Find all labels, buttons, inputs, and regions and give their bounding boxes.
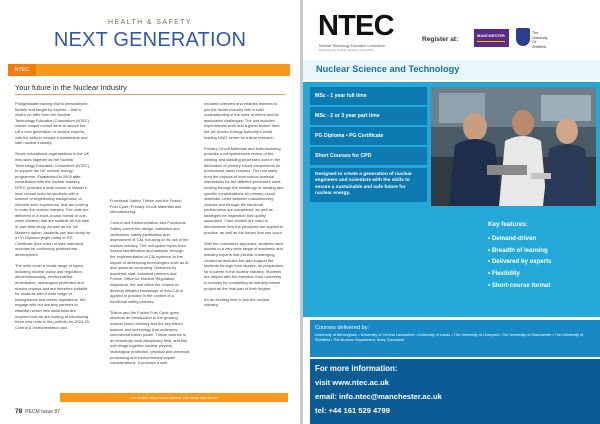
sheffield-line: Of: [532, 40, 536, 45]
key-feature: • Delivered by experts: [488, 258, 552, 266]
lab-photo-illustration: [431, 87, 596, 206]
paragraph: Primary Circuit Materials and Manufacturing provides a comprehensive review of the welding and cladding processes used in the fabrication of primary circuit components for pressurised water reactors. The unit starts from the physics of heat source-material interactions for the different processes used, moving through the metallurgy of welding and specific considerations for primary circuit materials. Links between manufacturing choices and through-life structural performance are considered, as well as strategies for inspection and quality assurance. Case studies are used to demonstrate how the principles are applied in practice, as well as the issues that can occur.: [204, 145, 284, 235]
headline: NEXT GENERATION: [53, 29, 247, 51]
lab-photo: [431, 87, 596, 206]
paragraph: Tritium and the Fusion Fuel Cycle gives students an introduction to the growing nuclear fusion industry and the key tritium science and technology that underpins commercial fusion power. Tritium science is an inherently multi-disciplinary field, and this unit brings together nuclear physics, radiological protection, physical and chemical processing and environmental impact considerations. It provides a well-: [110, 309, 190, 366]
section-kicker: HEALTH & SAFETY: [108, 19, 192, 26]
sheffield-line: Sheffield.: [532, 44, 547, 49]
course-options: [310, 87, 427, 167]
key-feature: • Short-course format: [488, 281, 551, 289]
courses-delivered-list: University of Birmingham • University of Central Lancashire • University of Leeds • The University of Liverpool • The University of Manchester • The University of Sheffield • The Nuclear Department, Navy Command: [315, 333, 584, 342]
manchester-wordmark: MANCHESTER: [477, 34, 505, 38]
logo-subtitle: Nuclear Technology Education Consortium: [319, 44, 386, 48]
more-info-title: For more information:: [315, 364, 398, 373]
issue-label: PECM Issue 87: [25, 409, 60, 415]
designed-statement: Designed to create a generation of nuclear engineers and scientists with the skills to secure a sustainable and safe future for nuclear energy.: [310, 168, 427, 202]
section-title: Nuclear Science and Technology: [316, 64, 460, 74]
courses-delivered-title: Courses delivered by:: [315, 325, 370, 331]
key-feature: • Flexibility: [488, 270, 520, 278]
key-feature: • Demand-driven: [488, 235, 537, 242]
logo-tagline: Delivering the nuclear workforce since 2005: [319, 48, 374, 52]
key-feature: • Breadth of learning: [488, 246, 548, 254]
section-tag: NTEC: [8, 64, 36, 76]
email-link[interactable]: email: info.ntec@manchester.ac.uk: [315, 392, 442, 401]
page-number: 78: [15, 408, 23, 415]
phone-number[interactable]: tel: +44 161 529 4799: [315, 406, 390, 415]
body-column-1: [15, 101, 91, 336]
sheffield-wordmark: [532, 31, 548, 49]
paragraph: rounded overview and enables learners to join the fusion industry with a solid understanding of the roles of tritium and its associated challenges. The unit includes experimental work and a guest lecture from the UK Atomic Energy Authority's world leading H3AT centre for tritium research.: [204, 101, 280, 140]
key-features: [488, 221, 596, 292]
key-features-title: Key features:: [488, 221, 528, 228]
title-rule: [15, 94, 285, 95]
right-page: [303, 0, 600, 424]
sheffield-line: The: [532, 31, 539, 35]
ntec-logo: NTEC: [318, 10, 394, 42]
body-column-2: [110, 198, 190, 371]
sheffield-crest-icon[interactable]: [516, 28, 530, 46]
manchester-logo-rule: [477, 41, 505, 42]
body-column-3: [204, 101, 284, 314]
tag-bar: [8, 64, 290, 76]
paragraph: Seven educational organisations in the UK who work together as the Nuclear Technology Education Consortium (NTEC), to support the UK nuclear energy programme. Established in 2005 after consultation with the nuclear industry, NTEC provides a wide choice of Master's level course units for students with a science or engineering background, or relevant work experience, that are looking to enter the nuclear industry. The units are delivered in a short-course format of one-week duration that are suitable for full-time or part-time study. As well as the full Master's option, students can also study for a PG Diploma (eight units) or PG Certificate (four units) or take individual modules for continuing professional development.: [15, 151, 91, 258]
register-label: Register at:: [422, 36, 459, 43]
manchester-logo[interactable]: [474, 29, 509, 47]
course-option: PG Diploma • PG Certificate: [310, 127, 427, 145]
sheffield-line: University: [532, 35, 548, 40]
paragraph: Control and Instrumentation and Functional Safety covers the design, validation and verification, safety justification and assessment of C&I, focusing on its use in the nuclear industry. The unit spans topics from hazard identification and analysis, through the implementation of C&I systems, to the impact of developing technologies such as AI and quantum computing. Delivered by academic staff, industrial partners and Former Office for Nuclear Regulation inspectors, the unit offers the chance to develop detailed knowledge of how C&I is applied in practice in the context of a functional safety process.: [110, 220, 189, 304]
course-option: Short Courses for CPD: [310, 147, 427, 165]
paragraph: Functional Safety; Tritium and the Fusion Fuel Cycle; Primary Circuit Materials and Manufacturing.: [110, 198, 182, 215]
folio: [15, 408, 60, 415]
paragraph: The units cover a broad range of topics including nuclear policy and regulation, decommissioning, environmental remediation, radiological protection and reactor physics and are therefore suitable for students with a wide range of backgrounds and career aspirations. We engage with our industry partners to establish which new skills/units are required and we are looking at introducing three new units in the portfolio for 2024-25: Control & Instrumentation and: [15, 263, 90, 330]
course-option: MSc - 2 or 3 year part time: [310, 107, 427, 125]
paragraph: With the consortium approach, students have access to a very wide range of academic and industry experts that provide challenging vocational modules but also support the students through their studies, as preparation for a career in the nuclear industry. Students are helped with the transition from university to industry by completing an industry-based project as the final part of their degree.: [204, 240, 284, 291]
paragraph: It's an exciting time to join the nuclear industry.: [204, 296, 270, 308]
article-title: Your future in the Nuclear Industry: [15, 83, 127, 92]
website-link[interactable]: visit www.ntec.ac.uk: [315, 378, 389, 387]
course-option: MSc - 1 year full time: [310, 87, 427, 105]
further-info-link[interactable]: For further information please visit www.ntec.ac.uk: [60, 393, 288, 402]
paragraph: Postgraduate training that is personalised, flexible and taught by experts – that is what's on offer from the Nuclear Technology Education Consortium (NTEC), whose unique course aims to secure the UK's next generation of nuclear experts, with the skills to secure a sustainable and safe nuclear industry.: [15, 101, 91, 146]
